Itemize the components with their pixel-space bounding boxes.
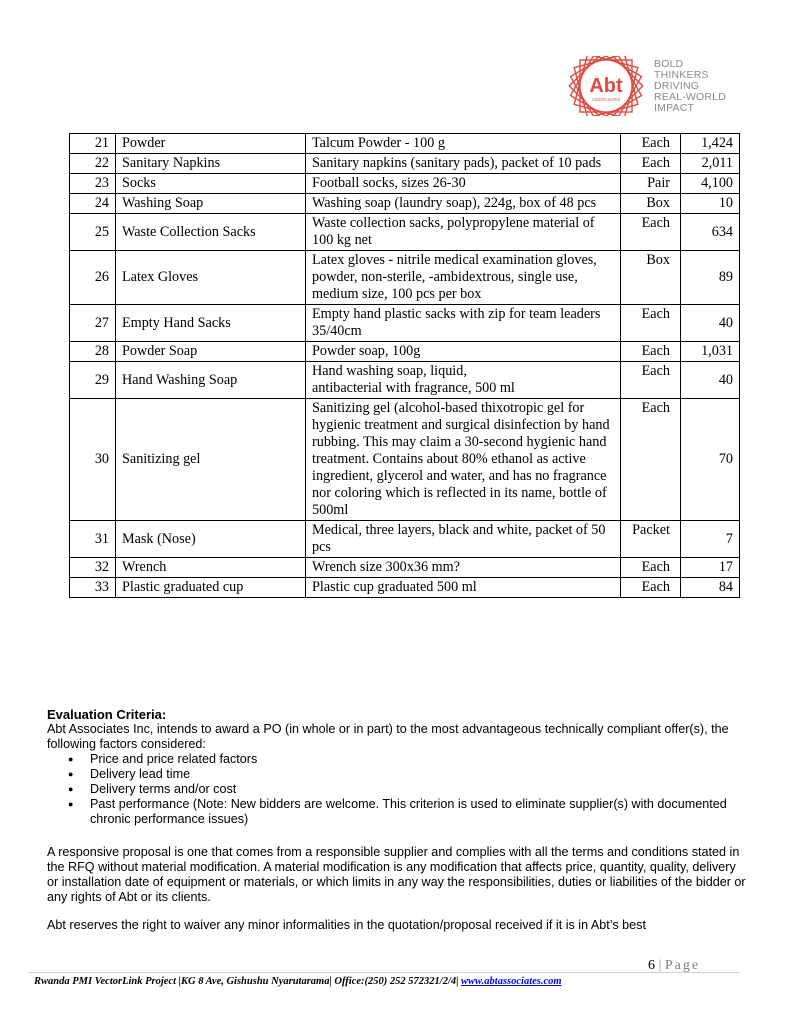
evaluation-section [47,707,747,827]
page-label: Page [664,958,701,973]
responsive-proposal-paragraph: A responsive proposal is one that comes from a responsible supplier and complies with all the terms and conditions stated in the RFQ without material modification. A material modification is any modification that affects price, quantity, quality, delivery or installation date of equipment or materials, or which limits in any way the responsibilities, duties or liabilities of the bidder or any rights of Abt or its clients. [47,845,746,904]
item-name: Hand Washing Soap [116,362,306,399]
item-number: 31 [70,521,116,558]
item-unit: Pair [621,174,681,194]
item-specification: Powder soap, 100g [306,342,621,362]
item-specification: Wrench size 300x36 mm? [306,558,621,578]
item-unit: Each [621,305,681,342]
item-quantity: 1,424 [681,134,740,154]
item-name: Empty Hand Sacks [116,305,306,342]
tagline-line: BOLD [654,58,684,70]
criteria-item: ● Past performance (Note: New bidders are welcome. This criterion is used to eliminate supplier(s) with documented chronic performance issues) [90,797,747,827]
item-name: Powder Soap [116,342,306,362]
item-name: Powder [116,134,306,154]
item-number: 27 [70,305,116,342]
item-quantity: 40 [681,305,740,342]
evaluation-heading: Evaluation Criteria: [47,707,167,722]
item-number: 23 [70,174,116,194]
item-quantity: 4,100 [681,174,740,194]
table-row [70,194,740,214]
item-specification: Plastic cup graduated 500 ml [306,578,621,598]
item-number: 24 [70,194,116,214]
footer-divider [28,972,740,973]
item-number: 32 [70,558,116,578]
table-row [70,399,740,521]
footer-website-link[interactable]: www.abtassociates.com [461,976,562,987]
item-unit: Packet [621,521,681,558]
item-unit: Box [621,251,681,305]
tagline-line: DRIVING [654,80,700,92]
table-row [70,342,740,362]
footer [34,976,562,987]
table-row [70,154,740,174]
item-name: Sanitizing gel [116,399,306,521]
tagline-line: THINKERS [654,69,709,81]
item-unit: Each [621,578,681,598]
criteria-list [47,752,747,827]
item-unit: Each [621,214,681,251]
item-name: Socks [116,174,306,194]
item-name: Sanitary Napkins [116,154,306,174]
table-row [70,134,740,154]
item-specification: Waste collection sacks, polypropylene material of 100 kg net [306,214,621,251]
logo-subtext: ASSOCIATES [591,97,621,102]
item-quantity: 634 [681,214,740,251]
criteria-item: ● Price and price related factors [90,752,747,767]
item-specification: Latex gloves - nitrile medical examination gloves, powder, non-sterile, -ambidextrous, single use, medium size, 100 pcs per box [306,251,621,305]
table-row [70,558,740,578]
item-number: 22 [70,154,116,174]
evaluation-intro: Abt Associates Inc, intends to award a PO (in whole or in part) to the most advantageous technically compliant offer(s), the following factors considered: [47,722,729,751]
waiver-paragraph: Abt reserves the right to waiver any minor informalities in the quotation/proposal received if it is in Abt’s best [47,918,646,932]
item-specification: Football socks, sizes 26-30 [306,174,621,194]
item-name: Waste Collection Sacks [116,214,306,251]
item-name: Latex Gloves [116,251,306,305]
tagline-line: IMPACT [654,102,695,114]
table-row [70,174,740,194]
item-specification: Empty hand plastic sacks with zip for team leaders 35/40cm [306,305,621,342]
item-quantity: 70 [681,399,740,521]
abt-logo [566,56,738,116]
page-separator: | [658,958,662,973]
table-row [70,521,740,558]
footer-address: Rwanda PMI VectorLink Project |KG 8 Ave, Gishushu Nyarutarama| Office:(250) 252 572321/2/4| [34,976,462,987]
page-number-value: 6 [648,958,655,973]
table-row [70,214,740,251]
item-name: Plastic graduated cup [116,578,306,598]
item-number: 21 [70,134,116,154]
item-quantity: 89 [681,251,740,305]
logo-text: Abt [589,75,623,97]
item-quantity: 17 [681,558,740,578]
item-quantity: 7 [681,521,740,558]
item-number: 25 [70,214,116,251]
table-row [70,251,740,305]
abt-logo-mark [566,56,646,116]
item-number: 26 [70,251,116,305]
table-row [70,305,740,342]
item-specification: Sanitary napkins (sanitary pads), packet of 10 pads [306,154,621,174]
item-quantity: 84 [681,578,740,598]
item-unit: Each [621,134,681,154]
criteria-item: ● Delivery terms and/or cost [90,782,747,797]
item-specification: Hand washing soap, liquid, antibacterial with fragrance, 500 ml [306,362,621,399]
items-table-body [70,134,740,598]
item-unit: Box [621,194,681,214]
item-name: Washing Soap [116,194,306,214]
item-unit: Each [621,399,681,521]
logo-tagline [654,59,744,114]
item-specification: Washing soap (laundry soap), 224g, box of 48 pcs [306,194,621,214]
table-row [70,578,740,598]
item-unit: Each [621,362,681,399]
item-quantity: 10 [681,194,740,214]
item-name: Wrench [116,558,306,578]
criteria-item: ● Delivery lead time [90,767,747,782]
item-unit: Each [621,558,681,578]
items-table [69,133,740,598]
item-specification: Medical, three layers, black and white, packet of 50 pcs [306,521,621,558]
item-unit: Each [621,154,681,174]
item-number: 30 [70,399,116,521]
item-specification: Sanitizing gel (alcohol-based thixotropic gel for hygienic treatment and surgical disinfection by hand rubbing. This may claim a 30-second hygienic hand treatment. Contains about 80% ethanol as active ingredient, glycerol and water, and has no fragrance nor coloring which is reflected in its name, bottle of 500ml [306,399,621,521]
item-number: 29 [70,362,116,399]
item-quantity: 40 [681,362,740,399]
item-specification: Talcum Powder - 100 g [306,134,621,154]
table-row [70,362,740,399]
item-quantity: 1,031 [681,342,740,362]
item-number: 28 [70,342,116,362]
item-quantity: 2,011 [681,154,740,174]
item-number: 33 [70,578,116,598]
item-unit: Each [621,342,681,362]
tagline-line: REAL-WORLD [654,91,727,103]
item-name: Mask (Nose) [116,521,306,558]
